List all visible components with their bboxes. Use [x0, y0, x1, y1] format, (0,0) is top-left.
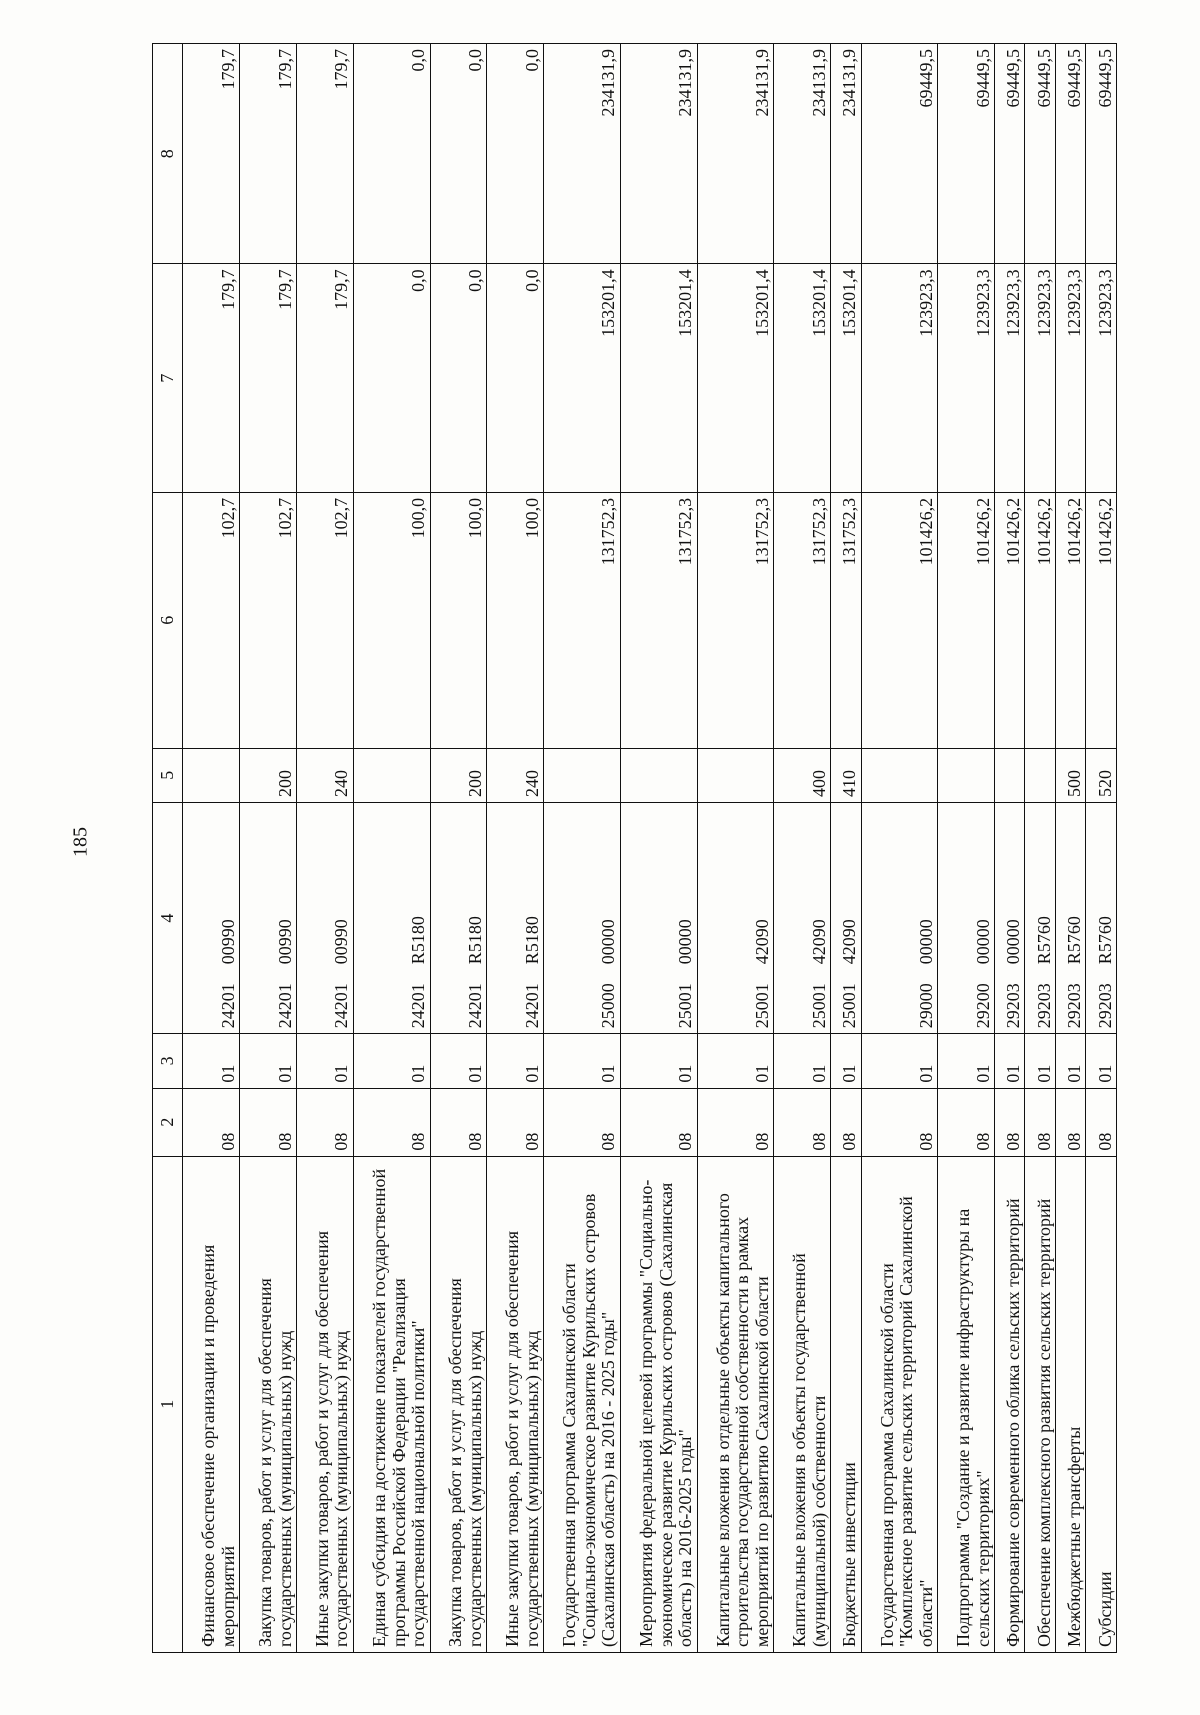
- row-amount-col6: 101426,2: [1086, 492, 1117, 748]
- row-target-code: [1055, 802, 1085, 1033]
- row-amount-col7: 153201,4: [831, 264, 861, 492]
- row-amount-col6: 101426,2: [938, 492, 995, 748]
- row-expense-type: 500: [1055, 748, 1085, 802]
- target-code-direction: 00990: [331, 919, 352, 965]
- row-section: 08: [430, 1088, 487, 1156]
- row-name: Закупка товаров, работ и услуг для обеспечения государственных (муниципальных) нужд: [430, 1156, 487, 1652]
- row-section: 08: [1086, 1088, 1117, 1156]
- row-name: Финансовое обеспечение организации и проведения мероприятий: [183, 1156, 240, 1652]
- row-target-code: [831, 802, 861, 1033]
- row-amount-col8: 234131,9: [697, 44, 774, 264]
- row-amount-col6: 100,0: [430, 492, 487, 748]
- row-subsection: 01: [774, 1034, 831, 1088]
- row-section: 08: [774, 1088, 831, 1156]
- row-amount-col7: 123923,3: [938, 264, 995, 492]
- row-subsection: 01: [1025, 1034, 1055, 1088]
- row-section: 08: [1025, 1088, 1055, 1156]
- table-row: [430, 44, 487, 1653]
- row-amount-col7: 153201,4: [697, 264, 774, 492]
- row-expense-type: [620, 748, 697, 802]
- row-amount-col8: 69449,5: [938, 44, 995, 264]
- row-amount-col8: 179,7: [240, 44, 297, 264]
- row-subsection: 01: [353, 1034, 430, 1088]
- row-expense-type: [995, 748, 1025, 802]
- row-target-code: [297, 802, 354, 1033]
- row-name: Единая субсидия на достижение показателей государственной программы Российской Федерации "Реализация государственной национальной политики": [353, 1156, 430, 1652]
- row-expense-type: [1025, 748, 1055, 802]
- row-target-code: [353, 802, 430, 1033]
- row-amount-col6: 101426,2: [861, 492, 938, 748]
- row-name: Подпрограмма "Создание и развитие инфраструктуры на сельских территориях": [938, 1156, 995, 1652]
- header-col-2: 2: [153, 1088, 183, 1156]
- row-target-code: [487, 802, 544, 1033]
- target-code-program: 25001: [808, 983, 829, 1029]
- target-code-direction: 00990: [274, 919, 295, 965]
- row-amount-col8: 0,0: [430, 44, 487, 264]
- target-code-direction: 00000: [598, 919, 619, 965]
- row-amount-col7: 123923,3: [1025, 264, 1055, 492]
- row-amount-col7: 179,7: [240, 264, 297, 492]
- row-subsection: 01: [240, 1034, 297, 1088]
- table-row: [697, 44, 774, 1653]
- table-row: [183, 44, 240, 1653]
- row-amount-col6: 102,7: [297, 492, 354, 748]
- row-name: Межбюджетные трансферты: [1055, 1156, 1085, 1652]
- row-amount-col8: 69449,5: [1055, 44, 1085, 264]
- target-code-program: 24201: [217, 983, 238, 1029]
- target-code-direction: R5180: [521, 916, 542, 965]
- row-amount-col6: 102,7: [240, 492, 297, 748]
- table-row: [353, 44, 430, 1653]
- header-col-7: 7: [153, 264, 183, 492]
- row-amount-col8: 234131,9: [544, 44, 621, 264]
- row-amount-col8: 179,7: [297, 44, 354, 264]
- budget-table: [152, 43, 1117, 1653]
- row-amount-col8: 69449,5: [1086, 44, 1117, 264]
- row-expense-type: 200: [240, 748, 297, 802]
- page-number: 185: [69, 827, 92, 857]
- row-amount-col6: 101426,2: [1055, 492, 1085, 748]
- table-body: [153, 44, 1117, 1653]
- table-row: [995, 44, 1025, 1653]
- table-row: [487, 44, 544, 1653]
- target-code-program: 29203: [1064, 983, 1085, 1029]
- row-expense-type: [544, 748, 621, 802]
- row-expense-type: [861, 748, 938, 802]
- row-target-code: [183, 802, 240, 1033]
- row-name: Иные закупки товаров, работ и услуг для обеспечения государственных (муниципальных) нужд: [487, 1156, 544, 1652]
- row-amount-col8: 69449,5: [995, 44, 1025, 264]
- row-amount-col6: 131752,3: [620, 492, 697, 748]
- target-code-direction: 00000: [1003, 919, 1024, 965]
- row-amount-col7: 0,0: [487, 264, 544, 492]
- row-target-code: [1025, 802, 1055, 1033]
- target-code-program: 29200: [972, 983, 993, 1029]
- row-expense-type: 200: [430, 748, 487, 802]
- target-code-direction: 42090: [751, 919, 772, 965]
- row-name: Субсидии: [1086, 1156, 1117, 1652]
- row-section: 08: [620, 1088, 697, 1156]
- row-subsection: 01: [183, 1034, 240, 1088]
- row-section: 08: [831, 1088, 861, 1156]
- row-target-code: [861, 802, 938, 1033]
- header-col-3: 3: [153, 1034, 183, 1088]
- row-amount-col8: 69449,5: [1025, 44, 1055, 264]
- table-row: [831, 44, 861, 1653]
- target-code-program: 29203: [1033, 983, 1054, 1029]
- header-col-1: 1: [153, 1156, 183, 1652]
- row-amount-col7: 123923,3: [1055, 264, 1085, 492]
- header-row: [153, 44, 183, 1653]
- row-amount-col6: 131752,3: [774, 492, 831, 748]
- row-subsection: 01: [995, 1034, 1025, 1088]
- row-name: Закупка товаров, работ и услуг для обеспечения государственных (муниципальных) нужд: [240, 1156, 297, 1652]
- row-amount-col7: 153201,4: [544, 264, 621, 492]
- row-amount-col6: 131752,3: [697, 492, 774, 748]
- row-amount-col7: 179,7: [297, 264, 354, 492]
- row-amount-col6: 101426,2: [995, 492, 1025, 748]
- target-code-direction: 42090: [839, 919, 860, 965]
- row-expense-type: [353, 748, 430, 802]
- row-expense-type: 240: [487, 748, 544, 802]
- row-section: 08: [995, 1088, 1025, 1156]
- row-target-code: [774, 802, 831, 1033]
- header-col-8: 8: [153, 44, 183, 264]
- row-subsection: 01: [1055, 1034, 1085, 1088]
- row-section: 08: [297, 1088, 354, 1156]
- row-section: 08: [938, 1088, 995, 1156]
- row-target-code: [430, 802, 487, 1033]
- header-col-6: 6: [153, 492, 183, 748]
- target-code-program: 29203: [1003, 983, 1024, 1029]
- target-code-direction: 00000: [972, 919, 993, 965]
- row-expense-type: [938, 748, 995, 802]
- row-subsection: 01: [544, 1034, 621, 1088]
- row-target-code: [938, 802, 995, 1033]
- row-name: Формирование современного облика сельских территорий: [995, 1156, 1025, 1652]
- row-amount-col8: 0,0: [487, 44, 544, 264]
- row-section: 08: [487, 1088, 544, 1156]
- row-amount-col8: 234131,9: [831, 44, 861, 264]
- row-amount-col6: 100,0: [353, 492, 430, 748]
- row-expense-type: 240: [297, 748, 354, 802]
- header-col-4: 4: [153, 802, 183, 1033]
- row-amount-col7: 123923,3: [1086, 264, 1117, 492]
- row-amount-col7: 123923,3: [861, 264, 938, 492]
- target-code-direction: R5760: [1064, 916, 1085, 965]
- row-name: Иные закупки товаров, работ и услуг для обеспечения государственных (муниципальных) нужд: [297, 1156, 354, 1652]
- table-row: [1086, 44, 1117, 1653]
- row-expense-type: [697, 748, 774, 802]
- row-amount-col6: 100,0: [487, 492, 544, 748]
- row-target-code: [620, 802, 697, 1033]
- row-amount-col7: 153201,4: [620, 264, 697, 492]
- target-code-program: 24201: [464, 983, 485, 1029]
- row-subsection: 01: [697, 1034, 774, 1088]
- row-section: 08: [240, 1088, 297, 1156]
- table-row: [544, 44, 621, 1653]
- row-amount-col6: 131752,3: [544, 492, 621, 748]
- target-code-program: 25001: [839, 983, 860, 1029]
- budget-table-rotated: [152, 43, 1117, 1653]
- row-amount-col8: 179,7: [183, 44, 240, 264]
- row-subsection: 01: [487, 1034, 544, 1088]
- row-name: Бюджетные инвестиции: [831, 1156, 861, 1652]
- table-row: [938, 44, 995, 1653]
- row-target-code: [697, 802, 774, 1033]
- target-code-direction: 42090: [808, 919, 829, 965]
- row-subsection: 01: [861, 1034, 938, 1088]
- target-code-direction: R5760: [1033, 916, 1054, 965]
- target-code-direction: 00990: [217, 919, 238, 965]
- row-amount-col6: 102,7: [183, 492, 240, 748]
- row-amount-col8: 234131,9: [620, 44, 697, 264]
- row-amount-col6: 101426,2: [1025, 492, 1055, 748]
- target-code-program: 29203: [1094, 983, 1115, 1029]
- row-amount-col7: 179,7: [183, 264, 240, 492]
- table-row: [861, 44, 938, 1653]
- row-amount-col8: 234131,9: [774, 44, 831, 264]
- row-amount-col8: 0,0: [353, 44, 430, 264]
- row-amount-col7: 0,0: [430, 264, 487, 492]
- row-amount-col8: 69449,5: [861, 44, 938, 264]
- row-name: Мероприятия федеральной целевой программы "Социально-экономическое развитие Курильских островов (Сахалинская область) на 2016-2025 годы": [620, 1156, 697, 1652]
- table-row: [297, 44, 354, 1653]
- row-expense-type: [183, 748, 240, 802]
- row-subsection: 01: [297, 1034, 354, 1088]
- table-row: [620, 44, 697, 1653]
- target-code-program: 25001: [675, 983, 696, 1029]
- target-code-program: 24201: [408, 983, 429, 1029]
- table-row: [774, 44, 831, 1653]
- row-subsection: 01: [831, 1034, 861, 1088]
- row-subsection: 01: [620, 1034, 697, 1088]
- target-code-program: 24201: [274, 983, 295, 1029]
- table-row: [240, 44, 297, 1653]
- row-expense-type: 400: [774, 748, 831, 802]
- row-expense-type: 520: [1086, 748, 1117, 802]
- row-target-code: [995, 802, 1025, 1033]
- row-section: 08: [544, 1088, 621, 1156]
- row-target-code: [544, 802, 621, 1033]
- row-amount-col6: 131752,3: [831, 492, 861, 748]
- target-code-program: 25001: [751, 983, 772, 1029]
- target-code-program: 24201: [521, 983, 542, 1029]
- row-name: Обеспечение комплексного развития сельских территорий: [1025, 1156, 1055, 1652]
- target-code-direction: 00000: [915, 919, 936, 965]
- target-code-program: 25000: [598, 983, 619, 1029]
- table-row: [1025, 44, 1055, 1653]
- row-subsection: 01: [938, 1034, 995, 1088]
- row-name: Государственная программа Сахалинской области "Комплексное развитие сельских территорий Сахалинской области": [861, 1156, 938, 1652]
- row-section: 08: [697, 1088, 774, 1156]
- row-name: Капитальные вложения в отдельные объекты капитального строительства государственной собственности в рамках мероприятий по развитию Сахалинской области: [697, 1156, 774, 1652]
- row-name: Государственная программа Сахалинской области "Социально-экономическое развитие Курильских островов (Сахалинская область) на 2016 - 2025 годы": [544, 1156, 621, 1652]
- target-code-direction: R5180: [464, 916, 485, 965]
- row-name: Капитальные вложения в объекты государственной (муниципальной) собственности: [774, 1156, 831, 1652]
- row-target-code: [1086, 802, 1117, 1033]
- row-subsection: 01: [430, 1034, 487, 1088]
- row-amount-col7: 0,0: [353, 264, 430, 492]
- row-amount-col7: 153201,4: [774, 264, 831, 492]
- row-section: 08: [183, 1088, 240, 1156]
- row-subsection: 01: [1086, 1034, 1117, 1088]
- row-target-code: [240, 802, 297, 1033]
- target-code-program: 24201: [331, 983, 352, 1029]
- target-code-direction: R5760: [1094, 916, 1115, 965]
- row-expense-type: 410: [831, 748, 861, 802]
- target-code-direction: 00000: [675, 919, 696, 965]
- row-section: 08: [861, 1088, 938, 1156]
- row-section: 08: [1055, 1088, 1085, 1156]
- header-col-5: 5: [153, 748, 183, 802]
- table-row: [1055, 44, 1085, 1653]
- target-code-direction: R5180: [408, 916, 429, 965]
- row-section: 08: [353, 1088, 430, 1156]
- target-code-program: 29000: [915, 983, 936, 1029]
- row-amount-col7: 123923,3: [995, 264, 1025, 492]
